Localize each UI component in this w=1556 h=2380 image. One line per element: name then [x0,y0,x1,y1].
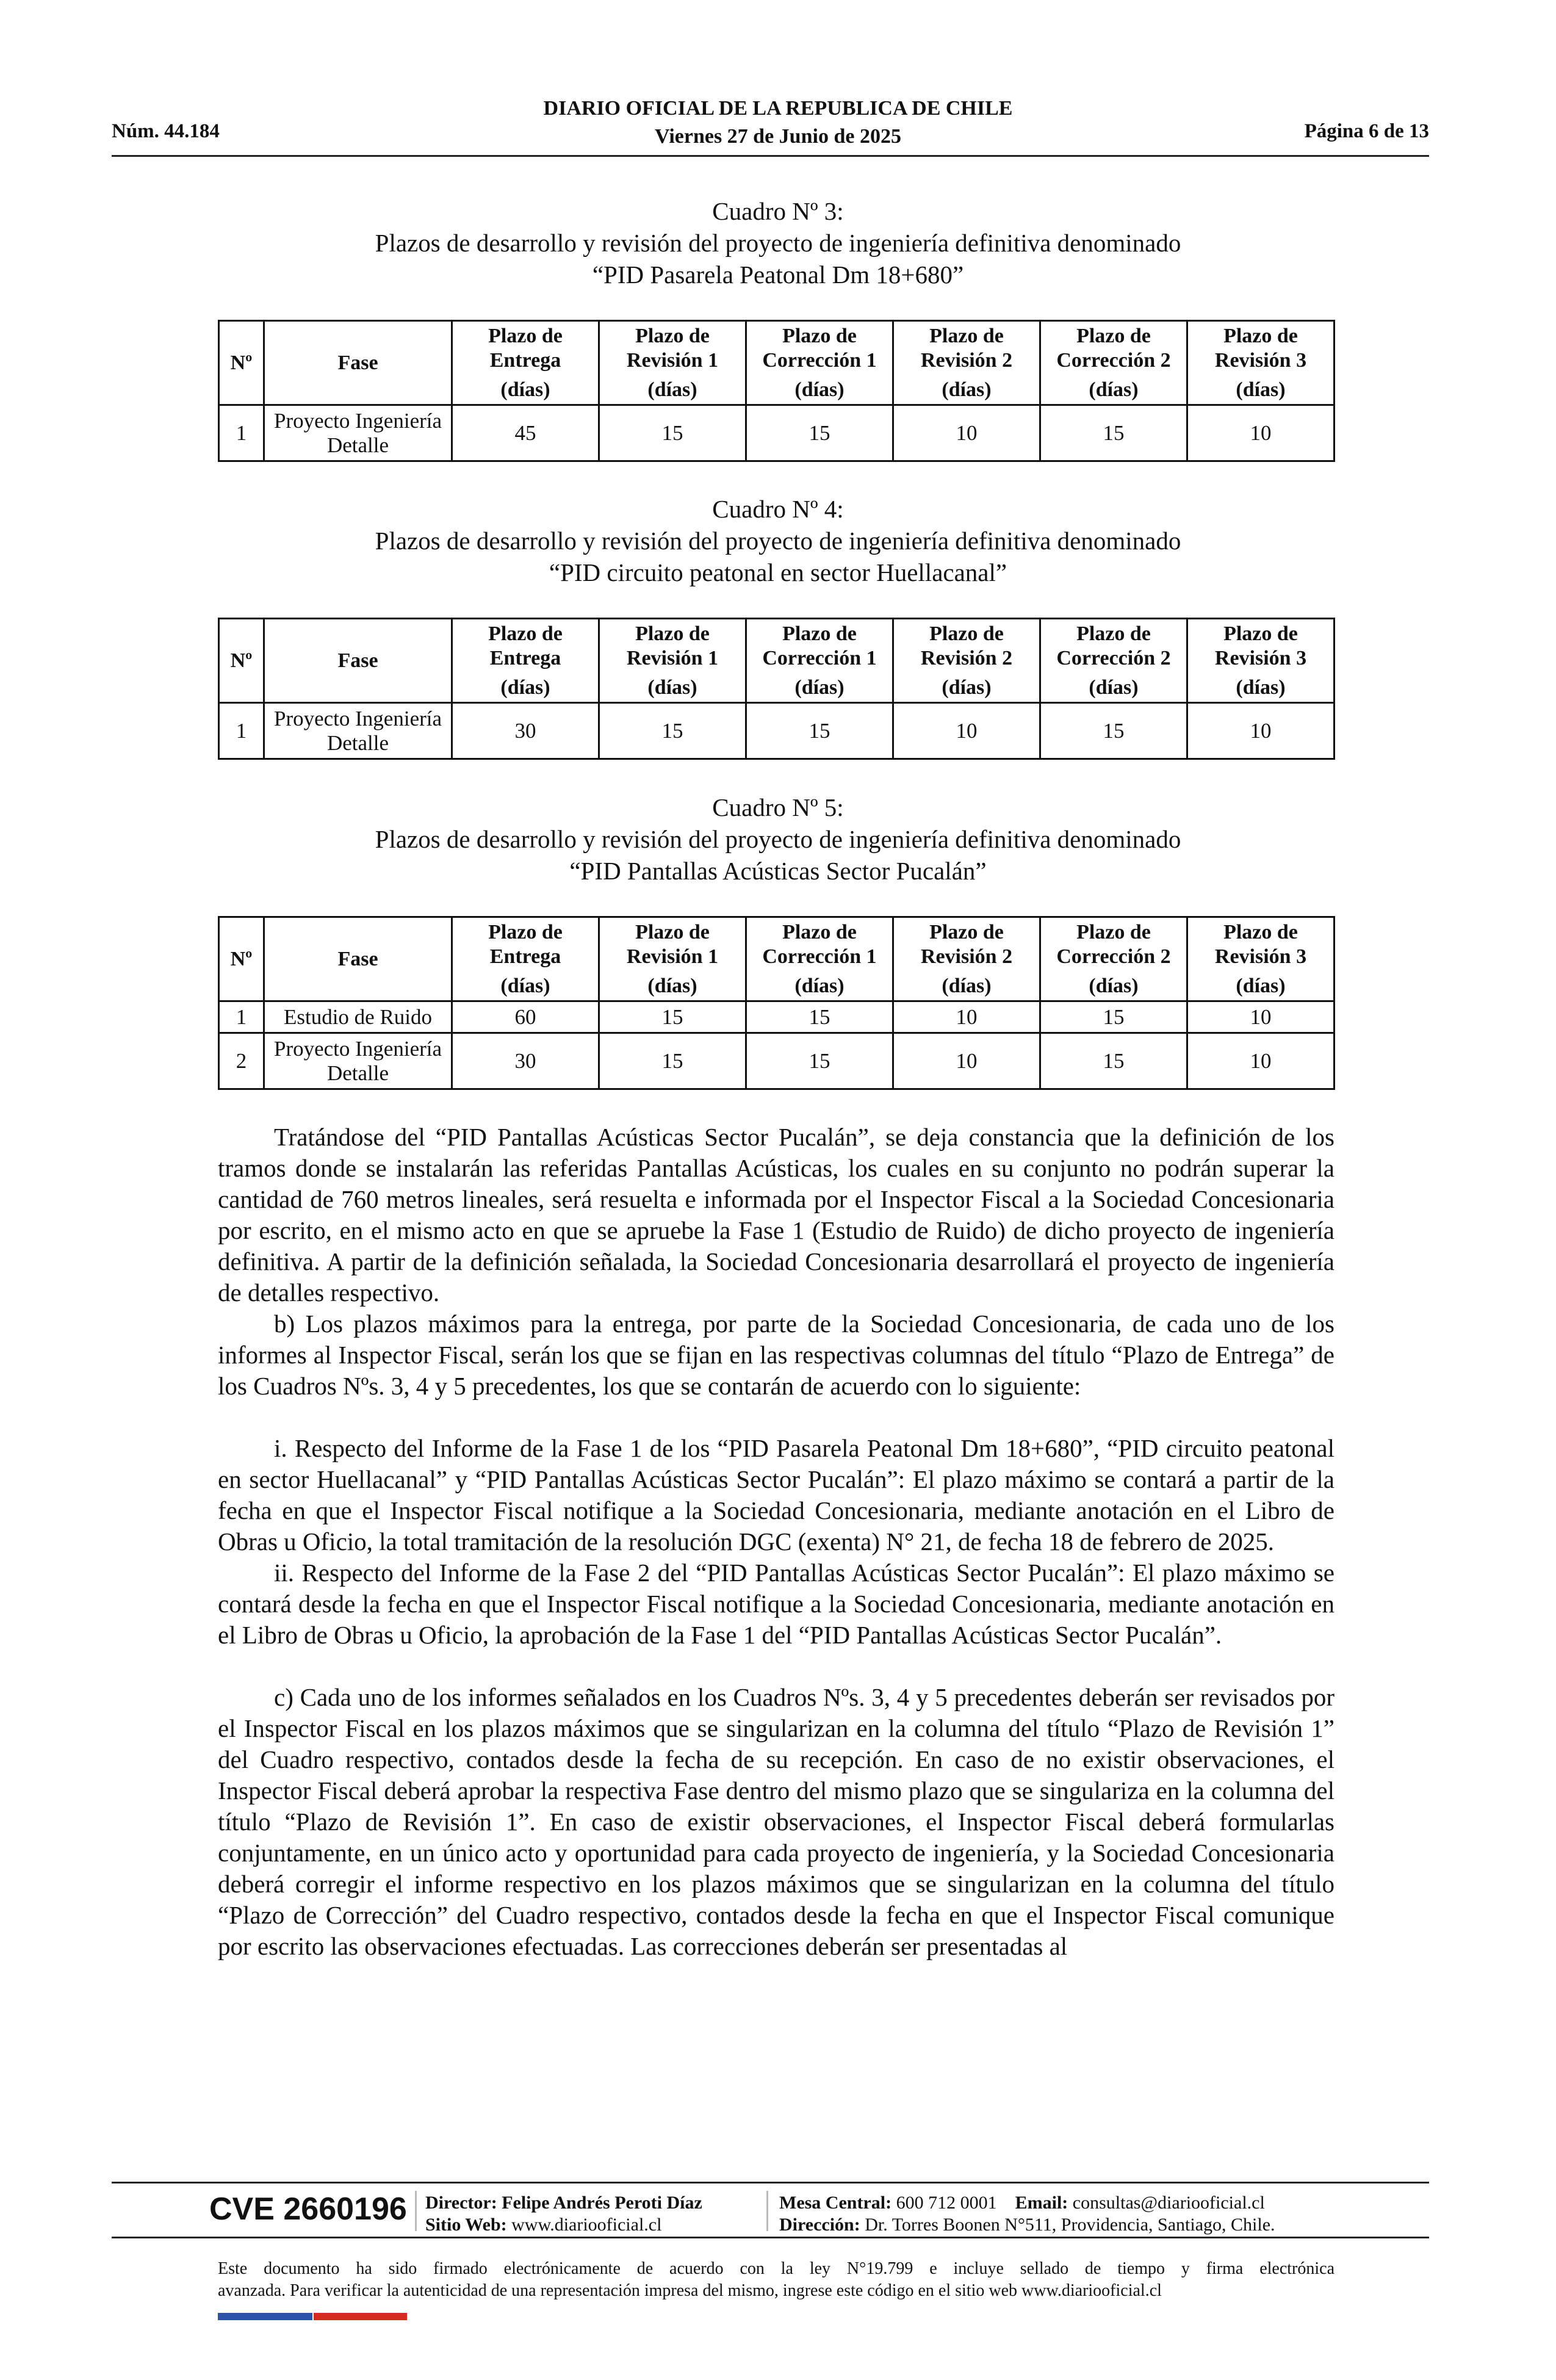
cell-rev2: 10 [893,1033,1040,1089]
cell-num: 1 [219,1001,264,1033]
paragraph-pantallas: Tratándose del “PID Pantallas Acústicas Sector Pucalán”, se deja constancia que la definición de los tramos donde se instalarán las referidas Pantallas Acústicas, los cuales en su conjunto no podrán superar la cantidad de 760 metros lineales, será resuelta e informada por el Inspector Fiscal a la Sociedad Concesionaria por escrito, en el mismo acto en que se apruebe la Fase 1 (Estudio de Ruido) de dicho proyecto de ingeniería definitiva. A partir de la definición señalada, la Sociedad Concesionaria desarrollará el proyecto de ingeniería de detalles respectivo. [218,1123,1334,1307]
cell-corr1: 15 [746,405,893,461]
phone-label: Mesa Central: [779,2193,892,2213]
col-fase: Fase [264,619,452,703]
cell-fase: Estudio de Ruido [264,1001,452,1033]
col-corr1-l2: Corrección 1 [762,945,877,968]
col-corr2-l2: Corrección 2 [1056,945,1171,968]
col-rev3-l2: Revisión 3 [1214,945,1307,968]
col-rev3 [1187,917,1334,1001]
cuadro5-caption [0,792,1556,887]
col-corr1-l1: Plazo de [782,622,857,645]
cell-entrega: 45 [452,405,599,461]
col-entrega-l2: Entrega [489,348,561,372]
email-link[interactable]: consultas@diariooficial.cl [1072,2193,1265,2213]
flag-stripe [218,2313,407,2320]
col-rev2-l2: Revisión 2 [920,646,1013,669]
table-row [219,1001,1334,1033]
col-entrega [452,321,599,405]
cell-rev2: 10 [893,1001,1040,1033]
cell-corr1: 15 [746,1001,893,1033]
col-rev3-l2: Revisión 3 [1214,348,1307,372]
footer-divider-bottom [112,2237,1429,2238]
issue-number: Núm. 44.184 [112,120,220,142]
col-corr2 [1040,619,1187,703]
publication-name: DIARIO OFICIAL DE LA REPUBLICA DE CHILE [543,97,1013,120]
col-unit: (días) [1089,974,1139,997]
body-text [218,1122,1334,1962]
paragraph-b: b) Los plazos máximos para la entrega, por parte de la Sociedad Concesionaria, de cada uno de los informes al Inspector Fiscal, serán los que se fijan en las respectivas columnas del título “Plazo de Entrega” de los Cuadros Nºs. 3, 4 y 5 precedentes, los que se contarán de acuerdo con lo siguiente: [218,1310,1334,1400]
col-unit: (días) [1236,676,1286,699]
footer-contact-block [779,2192,1275,2236]
cuadro3-table [218,320,1335,462]
col-unit: (días) [942,676,992,699]
cell-rev2: 10 [893,703,1040,759]
cve-code: CVE 2660196 [209,2191,407,2227]
col-rev3-l1: Plazo de [1223,324,1298,347]
cell-rev2: 10 [893,405,1040,461]
cell-rev1: 15 [599,1033,746,1089]
col-rev2-l1: Plazo de [929,324,1004,347]
col-corr2-l1: Plazo de [1076,920,1151,943]
page-number: Página 6 de 13 [1304,120,1429,142]
cell-num: 1 [219,405,264,461]
flag-blue-segment [218,2313,312,2320]
signature-note-line2: avanzada. Para verificar la autenticidad de una representación impresa del mismo, ingrese este código en el sitio web www.diariooficial.cl [218,2281,1162,2300]
paragraph-c: c) Cada uno de los informes señalados en los Cuadros Nºs. 3, 4 y 5 precedentes deberán ser revisados por el Inspector Fiscal en los plazos máximos que se singularizan en la columna del título “Plazo de Revisión 1” del Cuadro respectivo, contados desde la fecha de su recepción. En caso de no existir observaciones, el Inspector Fiscal deberá aprobar la respectiva Fase dentro del mismo plazo que se singulariza en la columna del título “Plazo de Revisión 1”. En caso de existir observaciones, el Inspector Fiscal deberá formularlas conjuntamente, en un único acto y oportunidad para cada proyecto de ingeniería, y la Sociedad Concesionaria deberá corregir el informe respectivo en los plazos máximos que se singularizan en la columna del título “Plazo de Corrección” del Cuadro respectivo, contados desde la fecha en que el Inspector Fiscal comunique por escrito las observaciones efectuadas. Las correcciones deberán ser presentadas al [218,1683,1334,1960]
cuadro5-subtitle: Plazos de desarrollo y revisión del proyecto de ingeniería definitiva denominado [375,825,1181,853]
table-header-row [219,619,1334,703]
col-unit: (días) [647,378,697,401]
table-header-row [219,917,1334,1001]
cell-rev3: 10 [1187,1033,1334,1089]
cell-fase-l2: Detalle [326,730,389,755]
col-corr2-l2: Corrección 2 [1056,646,1171,669]
footer-director-block [425,2192,702,2236]
col-rev1 [599,321,746,405]
col-rev1-l1: Plazo de [635,324,710,347]
cell-corr1: 15 [746,703,893,759]
col-fase: Fase [264,917,452,1001]
cell-fase-l2: Detalle [326,433,389,457]
signature-note-line1: Este documento ha sido firmado electrónicamente de acuerdo con la ley N°19.799 e incluye sellado de tiempo y firma electrónica [218,2259,1334,2278]
cuadro3-subtitle: Plazos de desarrollo y revisión del proyecto de ingeniería definitiva denominado [375,229,1181,257]
col-num: Nº [219,619,264,703]
cell-fase-l1: Proyecto Ingeniería [273,706,442,730]
col-fase: Fase [264,321,452,405]
cell-corr2: 15 [1040,405,1187,461]
col-unit: (días) [500,378,550,401]
col-corr2-l1: Plazo de [1076,622,1151,645]
cuadro5-title: Cuadro Nº 5: [712,793,844,821]
col-rev1-l1: Plazo de [635,622,710,645]
director-label: Director: [425,2193,497,2213]
cell-fase-l1: Proyecto Ingeniería [273,408,442,433]
col-entrega-l1: Plazo de [488,622,563,645]
col-corr2-l2: Corrección 2 [1056,348,1171,372]
col-entrega-l2: Entrega [489,646,561,669]
col-corr1 [746,619,893,703]
col-num: Nº [219,321,264,405]
cell-num: 2 [219,1033,264,1089]
col-num: Nº [219,917,264,1001]
col-unit: (días) [1236,378,1286,401]
col-rev1 [599,619,746,703]
col-corr2 [1040,321,1187,405]
col-entrega-l1: Plazo de [488,920,563,943]
col-rev2-l2: Revisión 2 [920,348,1013,372]
phone-number: 600 712 0001 [896,2193,997,2213]
col-rev2-l1: Plazo de [929,622,1004,645]
col-rev2-l2: Revisión 2 [920,945,1013,968]
col-rev1-l1: Plazo de [635,920,710,943]
cell-corr1: 15 [746,1033,893,1089]
cuadro3-title: Cuadro Nº 3: [712,197,844,225]
address-text: Dr. Torres Boonen N°511, Providencia, Santiago, Chile. [865,2215,1275,2235]
col-unit: (días) [1089,378,1139,401]
cell-rev1: 15 [599,1001,746,1033]
col-rev3-l1: Plazo de [1223,920,1298,943]
footer-separator [415,2191,417,2231]
cuadro3-caption [0,195,1556,290]
cell-corr2: 15 [1040,703,1187,759]
table-row [219,405,1334,461]
col-corr1 [746,917,893,1001]
cell-fase [264,1033,452,1089]
cell-fase [264,405,452,461]
col-unit: (días) [500,974,550,997]
col-corr1-l1: Plazo de [782,920,857,943]
table-row [219,703,1334,759]
cell-rev1: 15 [599,703,746,759]
col-rev3 [1187,619,1334,703]
cell-rev3: 10 [1187,1001,1334,1033]
col-unit: (días) [1236,974,1286,997]
cuadro5-table [218,916,1335,1090]
director-name: Felipe Andrés Peroti Díaz [502,2193,702,2213]
cell-rev1: 15 [599,405,746,461]
flag-red-segment [314,2313,407,2320]
col-rev2 [893,917,1040,1001]
publication-date: Viernes 27 de Junio de 2025 [655,125,901,148]
col-corr1-l2: Corrección 1 [762,646,877,669]
cuadro5-project: “PID Pantallas Acústicas Sector Pucalán” [569,857,987,885]
cell-fase-l2: Detalle [326,1061,389,1085]
cuadro4-caption [0,493,1556,588]
cuadro4-title: Cuadro Nº 4: [712,495,844,523]
cell-fase [264,703,452,759]
cell-num: 1 [219,703,264,759]
header-divider [112,155,1429,157]
cell-entrega: 30 [452,703,599,759]
email-label: Email: [1015,2193,1068,2213]
paragraph-ii: ii. Respecto del Informe de la Fase 2 del “PID Pantallas Acústicas Sector Pucalán”: El plazo máximo se contará desde la fecha en que el Inspector Fiscal notifique a la Sociedad Concesionaria, mediante anotación en el Libro de Obras u Oficio, la aprobación de la Fase 1 del “PID Pantallas Acústicas Sector Pucalán”. [218,1559,1334,1649]
col-rev1 [599,917,746,1001]
web-link[interactable]: www.diariooficial.cl [511,2215,662,2235]
cuadro3-project: “PID Pasarela Peatonal Dm 18+680” [592,261,964,289]
col-unit: (días) [794,378,845,401]
cuadro4-subtitle: Plazos de desarrollo y revisión del proyecto de ingeniería definitiva denominado [375,527,1181,555]
col-corr2-l1: Plazo de [1076,324,1151,347]
col-rev2-l1: Plazo de [929,920,1004,943]
col-unit: (días) [500,676,550,699]
col-unit: (días) [942,974,992,997]
table-header-row [219,321,1334,405]
col-corr2 [1040,917,1187,1001]
col-corr1-l1: Plazo de [782,324,857,347]
col-entrega [452,917,599,1001]
col-rev3-l2: Revisión 3 [1214,646,1307,669]
col-entrega-l1: Plazo de [488,324,563,347]
col-unit: (días) [647,974,697,997]
cuadro4-table [218,618,1335,760]
col-corr1 [746,321,893,405]
footer-separator [766,2191,768,2231]
cell-rev3: 10 [1187,703,1334,759]
cell-entrega: 60 [452,1001,599,1033]
col-corr1-l2: Corrección 1 [762,348,877,372]
cell-rev3: 10 [1187,405,1334,461]
col-rev1-l2: Revisión 1 [626,646,719,669]
col-unit: (días) [647,676,697,699]
col-unit: (días) [1089,676,1139,699]
col-rev3 [1187,321,1334,405]
cell-entrega: 30 [452,1033,599,1089]
paragraph-i: i. Respecto del Informe de la Fase 1 de los “PID Pasarela Peatonal Dm 18+680”, “PID circuito peatonal en sector Huellacanal” y “PID Pantallas Acústicas Sector Pucalán”: El plazo máximo se contará a partir de la fecha en que el Inspector Fiscal notifique a la Sociedad Concesionaria, mediante anotación en el Libro de Obras u Oficio, la total tramitación de la resolución DGC (exenta) N° 21, de fecha 18 de febrero de 2025. [218,1434,1334,1556]
col-unit: (días) [794,974,845,997]
address-label: Dirección: [779,2215,860,2235]
col-unit: (días) [942,378,992,401]
web-label: Sitio Web: [425,2215,507,2235]
col-rev2 [893,321,1040,405]
cell-corr2: 15 [1040,1001,1187,1033]
col-rev3-l1: Plazo de [1223,622,1298,645]
col-entrega [452,619,599,703]
col-entrega-l2: Entrega [489,945,561,968]
col-unit: (días) [794,676,845,699]
col-rev1-l2: Revisión 1 [626,945,719,968]
footer-divider-top [112,2182,1429,2183]
cell-corr2: 15 [1040,1033,1187,1089]
col-rev1-l2: Revisión 1 [626,348,719,372]
cuadro4-project: “PID circuito peatonal en sector Huellacanal” [549,558,1007,586]
col-rev2 [893,619,1040,703]
table-row [219,1033,1334,1089]
cell-fase-l1: Proyecto Ingeniería [273,1036,442,1061]
